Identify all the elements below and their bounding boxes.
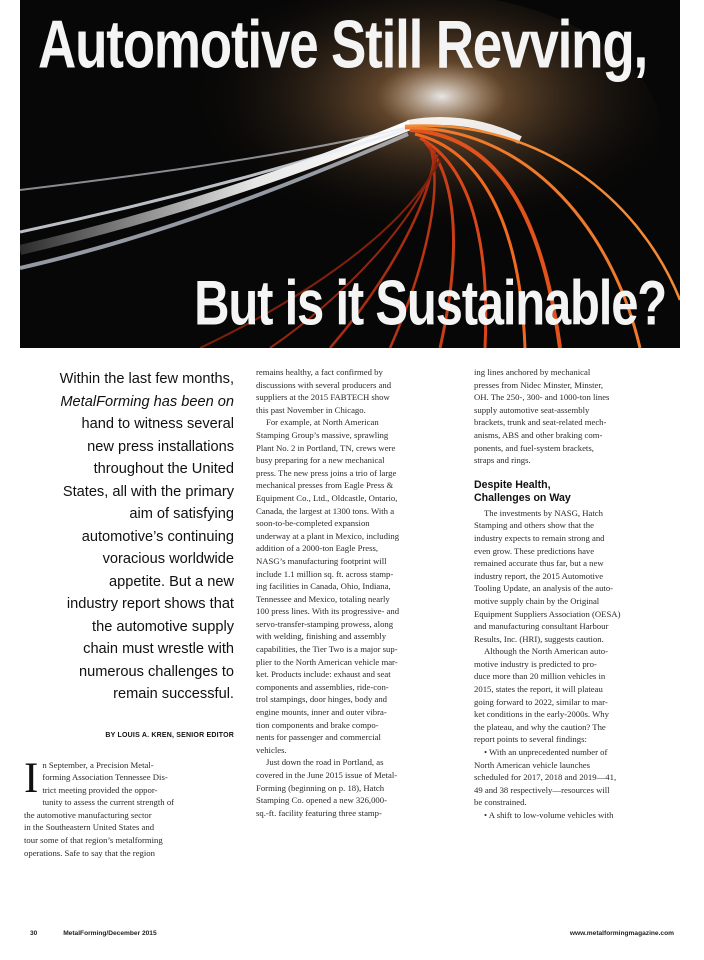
body-line: this past November in Chicago. [256, 404, 366, 415]
paragraph [474, 507, 674, 646]
body-line: sq.-ft. facility featuring three stamp- [256, 807, 382, 818]
body-line: press. The new press joins a trio of large [256, 467, 397, 478]
paragraph [256, 416, 456, 756]
body-line: North American vehicle launches [474, 759, 591, 770]
body-line: motive supply chain by the Original [474, 595, 600, 606]
body-line: the plateau, and why the caution? The [474, 721, 606, 732]
body-line: Stamping Co. opened a new 326,000- [256, 795, 388, 806]
subhead-line: Challenges on Way [474, 491, 571, 504]
body-line: ket conditions in the early-2000s. Why [474, 709, 609, 720]
subhead-line: Despite Health, [474, 478, 551, 491]
body-line: remained accurate thus far, but a new [474, 558, 604, 569]
body-line: capabilities, the Tier Two is a major sup- [256, 644, 398, 655]
body-line: in the Southeastern United States and [24, 822, 155, 833]
body-line: Tooling Update, an analysis of the auto- [474, 583, 614, 594]
body-line: and manufacturing consultant Harbour [474, 621, 609, 632]
page-footer [30, 930, 674, 942]
body-line: ing lines anchored by mechanical [474, 367, 591, 377]
body-line: ket. Products include: exhaust and seat [256, 669, 391, 680]
body-line: n September, a Precision Metal- [42, 759, 154, 770]
paragraph [474, 366, 674, 467]
body-line: suppliers at the 2015 FABTECH show [256, 392, 390, 403]
body-line: tunity to assess the current strength of [42, 797, 175, 808]
body-line: 49 and 38 respectively—resources will [474, 784, 610, 795]
body-line: going forward to 2022, similar to mar- [474, 696, 608, 707]
body-line: components and assemblies, ride-con- [256, 681, 389, 692]
body-line: supply automotive seat-assembly [474, 404, 590, 415]
body-line: servo-transfer-stamping prowess, along [256, 618, 394, 629]
byline: BY LOUIS A. KREN, SENIOR EDITOR [105, 731, 234, 739]
body-line: even grow. These predictions have [474, 545, 595, 556]
publication-issue: MetalForming/December 2015 [63, 930, 157, 937]
body-line: include 1.1 million sq. ft. across stamp- [256, 568, 394, 579]
deck-line: new press installations [87, 438, 234, 455]
column-2 [256, 366, 456, 819]
body-line: nents for passenger and commercial [256, 732, 381, 743]
deck-magazine-name: MetalForming has been on [60, 393, 234, 410]
body-line: discussions with several producers and [256, 379, 392, 390]
body-line: tour some of that region’s metalforming [24, 835, 163, 846]
deck-line: appetite. But a new [109, 573, 234, 590]
body-line: ponents, and fuel-system brackets, [474, 442, 594, 453]
body-line: ing facilities in Canada, Ohio, Indiana, [256, 581, 391, 592]
paragraph [474, 645, 674, 746]
deck-line [24, 391, 234, 414]
body-line: scheduled for 2017, 2018 and 2019—41, [474, 772, 617, 783]
deck-line: the automotive supply [92, 618, 234, 635]
deck [24, 368, 234, 706]
body-line: Results, Inc. (HRI), suggests caution. [474, 633, 604, 644]
body-line: trict meeting provided the oppor- [42, 784, 158, 795]
headline-top: Automotive Still Revving, [38, 7, 648, 83]
body-line: motive industry is predicted to pro- [474, 658, 597, 669]
body-line: busy preparing for a new mechanical [256, 455, 385, 466]
body-line: Stamping and others show that the [474, 520, 594, 531]
body-line: addition of a 2000-ton Eagle Press, [256, 543, 379, 554]
body-line: with welding, finishing and assembly [256, 631, 387, 642]
deck-line: remain successful. [113, 686, 234, 702]
body-line: industry expects to remain strong and [474, 532, 605, 543]
deck-line: voracious worldwide [102, 551, 234, 567]
article-intro [24, 754, 234, 860]
column-3 [474, 366, 674, 822]
body-line: • With an unprecedented number of [484, 747, 608, 758]
page-number: 30 [30, 930, 38, 937]
body-line: plier to the North American vehicle mar- [256, 656, 398, 667]
body-line: anisms, ABS and other braking com- [474, 429, 603, 440]
deck-line: Within the last few months, [59, 371, 234, 387]
body-line: • A shift to low-volume vehicles with [484, 810, 614, 820]
deck-line: hand to witness several [81, 416, 234, 432]
body-line: trol stampings, door hinges, body and [256, 694, 388, 705]
body-line: underway at a plant in Mexico, including [256, 530, 400, 541]
body-line: mechanical presses from Eagle Press & [256, 480, 394, 491]
deck-line: automotive’s continuing [81, 528, 234, 545]
drop-cap: I [24, 754, 39, 802]
body-line: Stamping Group’s massive, sprawling [256, 429, 389, 440]
deck-line: States, all with the primary [62, 483, 234, 500]
deck-line: numerous challenges to [79, 663, 234, 680]
deck-line: chain must wrestle with [83, 641, 234, 657]
footer-url: www.metalformingmagazine.com [569, 930, 674, 937]
headline-bottom: But is it Sustainable? [194, 269, 666, 339]
paragraph [256, 756, 456, 819]
body-line: be constrained. [474, 797, 527, 808]
body-line: duce more than 20 million vehicles in [474, 671, 606, 682]
deck-line: throughout the United [93, 461, 234, 477]
body-line: the automotive manufacturing sector [24, 809, 152, 820]
body-line: Forming (beginning on p. 18), Hatch [256, 782, 385, 793]
body-line: Equipment Co., Ltd., Oldcastle, Ontario, [256, 492, 398, 503]
body-line: presses from Nidec Minster, Minster, [474, 379, 604, 390]
deck-line: industry report shows that [66, 596, 234, 612]
body-line: The investments by NASG, Hatch [484, 507, 603, 518]
body-line: tion components and brake compo- [256, 719, 379, 730]
body-line: Just down the road in Portland, as [266, 757, 384, 768]
hero-image [20, 0, 680, 348]
body-line: operations. Safe to say that the region [24, 847, 155, 858]
body-line: 2015, states the report, it will plateau [474, 684, 603, 695]
body-line: straps and rings. [474, 455, 531, 466]
paragraph [474, 809, 674, 822]
body-line: forming Association Tennessee Dis- [42, 772, 168, 783]
body-line: For example, at North American [266, 417, 379, 428]
body-line: NASG’s manufacturing footprint will [256, 555, 387, 566]
body-line: report points to several findings: [474, 734, 587, 745]
paragraph [256, 366, 456, 416]
body-line: soon-to-be-completed expansion [256, 518, 370, 529]
body-line: Equipment Suppliers Association (OESA) [474, 608, 621, 619]
column-1 [24, 366, 234, 859]
paragraph [474, 746, 674, 809]
body-line: industry report, the 2015 Automotive [474, 570, 604, 581]
body-line: Tennessee and Mexico, totaling nearly [256, 593, 390, 604]
subhead [474, 479, 674, 505]
body-line: Canada, the largest at 1300 tons. With a [256, 505, 395, 516]
body-line: brackets, trunk and seat-related mech- [474, 417, 607, 428]
body-line: engine mounts, inner and outer vibra- [256, 707, 387, 718]
body-line: vehicles. [256, 744, 287, 755]
footer-left [30, 930, 157, 937]
deck-line: aim of satisfying [129, 506, 234, 522]
body-line: OH. The 250-, 300- and 1000-ton lines [474, 392, 610, 403]
body-line: 100 press lines. With its progressive- and [256, 606, 400, 617]
body-line: Plant No. 2 in Portland, TN, crews were [256, 442, 396, 453]
body-line: covered in the June 2015 issue of Metal- [256, 770, 398, 780]
body-line: remains healthy, a fact confirmed by [256, 367, 383, 377]
body-line: Although the North American auto- [484, 646, 609, 657]
